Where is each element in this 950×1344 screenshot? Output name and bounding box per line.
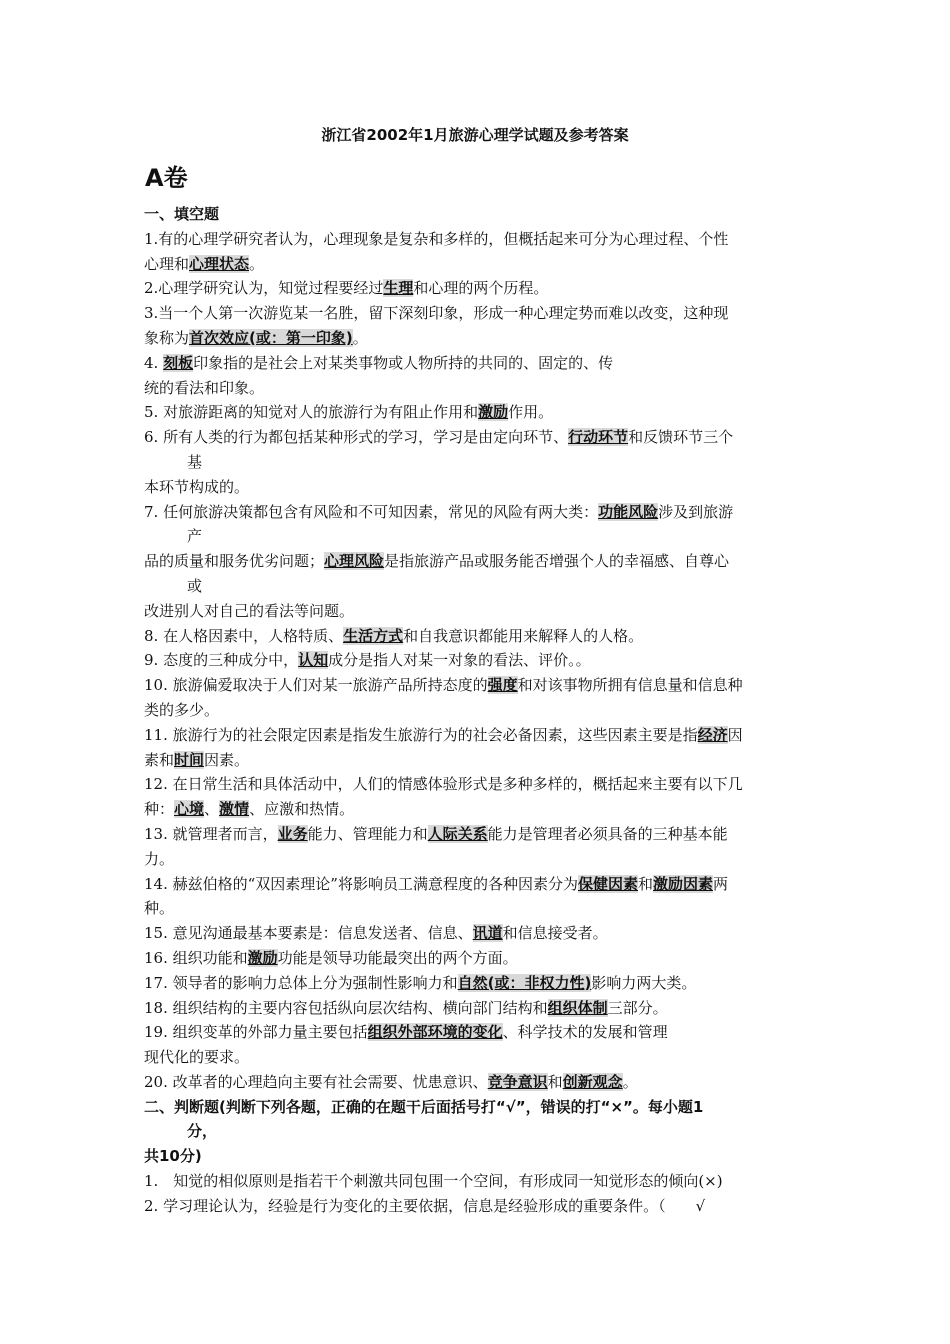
paper-label: A卷 — [145, 164, 188, 192]
text-segment: 统的看法和印象。 — [144, 378, 265, 397]
text-line — [144, 500, 808, 525]
text-line — [144, 1020, 808, 1045]
answer-text: 激励 — [478, 403, 509, 422]
text-line — [144, 549, 808, 574]
text-line — [144, 475, 808, 500]
text-line — [144, 524, 808, 549]
answer-text: 认知 — [298, 651, 329, 670]
text-segment: 17. 领导者的影响力总体上分为强制性影响力和 — [144, 973, 458, 992]
answer-text: 行动环节 — [568, 428, 629, 447]
text-line — [144, 574, 808, 599]
text-line — [144, 996, 808, 1021]
text-line — [144, 748, 808, 773]
text-segment: 能力、管理能力和 — [307, 824, 428, 843]
text-segment: 3.当一个人第一次游览某一名胜，留下深刻印象，形成一种心理定势而难以改变，这种现 — [144, 304, 729, 323]
text-segment: 20. 改革者的心理趋向主要有社会需要、忧患意识、 — [144, 1072, 488, 1091]
text-line — [144, 326, 808, 351]
answer-text: 生理 — [383, 279, 414, 298]
text-segment: 、应激和热情。 — [249, 800, 355, 819]
answer-text: 时间 — [174, 750, 205, 769]
text-segment: 18. 组织结构的主要内容包括纵向层次结构、横向部门结构和 — [144, 998, 548, 1017]
answer-text: 心境 — [174, 800, 205, 819]
text-segment: 心理和 — [144, 254, 190, 273]
section-heading-line — [144, 1119, 808, 1144]
text-segment: 因 — [727, 725, 743, 744]
text-line — [144, 1169, 808, 1194]
text-segment: 、科学技术的发展和管理 — [502, 1023, 668, 1042]
text-segment: 产 — [187, 527, 203, 546]
text-segment: 和对该事物所拥有信息量和信息种 — [517, 676, 743, 695]
text-segment: 和反馈环节三个 — [628, 428, 734, 447]
section-heading-line — [144, 202, 808, 227]
text-line — [144, 376, 808, 401]
answer-text: 功能风险 — [598, 502, 659, 521]
text-segment: 素和 — [144, 750, 175, 769]
text-line — [144, 896, 808, 921]
answer-text: 经济 — [697, 725, 728, 744]
text-segment: 是指旅游产品或服务能否增强个人的幸福感、自尊心 — [384, 552, 730, 571]
text-segment: 9. 态度的三种成分中， — [144, 651, 299, 670]
text-segment: 功能是领导功能最突出的两个方面。 — [277, 948, 518, 967]
text-segment: 能力是管理者必须具备的三种基本能 — [487, 824, 728, 843]
document-body — [144, 202, 808, 1219]
text-segment: 种。 — [144, 899, 175, 918]
text-line — [144, 797, 808, 822]
text-segment: 涉及到旅游 — [658, 502, 734, 521]
text-segment: 。 — [622, 1072, 638, 1091]
text-segment: 品的质量和服务优劣问题； — [144, 552, 325, 571]
text-line — [144, 301, 808, 326]
text-line — [144, 351, 808, 376]
text-line — [144, 698, 808, 723]
section-heading-line — [144, 1095, 808, 1120]
text-segment: 。 — [249, 254, 265, 273]
text-segment: 19. 组织变革的外部力量主要包括 — [144, 1023, 368, 1042]
text-segment: 和 — [547, 1072, 563, 1091]
text-line — [144, 921, 808, 946]
text-segment: 力。 — [144, 849, 175, 868]
text-segment: 共10分) — [144, 1147, 202, 1166]
text-segment: 和自我意识都能用来解释人的人格。 — [403, 626, 644, 645]
text-segment: 10. 旅游偏爱取决于人们对某一旅游产品所持态度的 — [144, 676, 488, 695]
text-line — [144, 599, 808, 624]
text-segment: 、 — [204, 800, 220, 819]
answer-text: 强度 — [487, 676, 518, 695]
answer-text: 竞争意识 — [487, 1072, 548, 1091]
text-line — [144, 1045, 808, 1070]
text-segment: 基 — [187, 452, 203, 471]
text-segment: 本环节构成的。 — [144, 477, 250, 496]
text-segment: 12. 在日常生活和具体活动中，人们的情感体验形式是多种多样的，概括起来主要有以下几 — [144, 775, 743, 794]
text-line — [144, 425, 808, 450]
text-segment: 16. 组织功能和 — [144, 948, 248, 967]
text-segment: 影响力两大类。 — [591, 973, 697, 992]
text-segment: 14. 赫兹伯格的“双因素理论”将影响员工满意程度的各种因素分为 — [144, 874, 578, 893]
text-segment: 2. 学习理论认为，经验是行为变化的主要依据，信息是经验形成的重要条件。（ √ — [144, 1196, 706, 1215]
text-line — [144, 723, 808, 748]
text-line — [144, 624, 808, 649]
answer-text: 组织体制 — [547, 998, 608, 1017]
text-line — [144, 872, 808, 897]
answer-text: 创新观念 — [562, 1072, 623, 1091]
text-segment: 作用。 — [508, 403, 554, 422]
text-segment: 15. 意见沟通最基本要素是：信息发送者、信息、 — [144, 924, 473, 943]
answer-text: 激励 — [247, 948, 278, 967]
text-segment: 种： — [144, 800, 175, 819]
section-heading-line — [144, 1144, 808, 1169]
text-segment: 因素。 — [204, 750, 250, 769]
text-line — [144, 252, 808, 277]
text-line — [144, 822, 808, 847]
text-segment: 改进别人对自己的看法等问题。 — [144, 601, 355, 620]
document-title: 浙江省2002年1月旅游心理学试题及参考答案 — [321, 126, 629, 144]
text-segment: 或 — [187, 576, 203, 595]
text-segment: 印象指的是社会上对某类事物或人物所持的共同的、固定的、传 — [193, 353, 614, 372]
text-segment: 11. 旅游行为的社会限定因素是指发生旅游行为的社会必备因素，这些因素主要是指 — [144, 725, 698, 744]
text-line — [144, 946, 808, 971]
answer-text: 生活方式 — [343, 626, 404, 645]
text-segment: 2.心理学研究认为，知觉过程要经过 — [144, 279, 384, 298]
answer-text: 激励因素 — [653, 874, 714, 893]
text-line — [144, 772, 808, 797]
answer-text: 组织外部环境的变化 — [367, 1023, 503, 1042]
text-segment: 现代化的要求。 — [144, 1048, 250, 1067]
text-segment: 和信息接受者。 — [502, 924, 608, 943]
answer-text: 激情 — [219, 800, 250, 819]
text-segment: 1. 知觉的相似原则是指若干个刺激共同包围一个空间，有形成同一知觉形态的倾向(×) — [144, 1172, 723, 1191]
answer-text: 刻板 — [163, 353, 194, 372]
answer-text: 讯道 — [472, 924, 503, 943]
text-segment: 象称为 — [144, 328, 190, 347]
text-segment: 7. 任何旅游决策都包含有风险和不可知因素，常见的风险有两大类： — [144, 502, 599, 521]
text-line — [144, 847, 808, 872]
text-segment: 三部分。 — [607, 998, 668, 1017]
text-segment: 和 — [637, 874, 653, 893]
text-segment: 两 — [713, 874, 729, 893]
text-segment: 类的多少。 — [144, 700, 220, 719]
text-line — [144, 227, 808, 252]
answer-text: 首次效应(或：第一印象) — [189, 328, 353, 347]
text-segment: 8. 在人格因素中，人格特质、 — [144, 626, 344, 645]
text-segment: 成分是指人对某一对象的看法、评价。。 — [328, 651, 591, 670]
text-line — [144, 400, 808, 425]
text-segment: 和心理的两个历程。 — [413, 279, 549, 298]
text-segment: 。 — [352, 328, 368, 347]
text-line — [144, 276, 808, 301]
text-line — [144, 648, 808, 673]
text-line — [144, 1194, 808, 1219]
text-segment: 13. 就管理者而言， — [144, 824, 278, 843]
answer-text: 心理状态 — [189, 254, 250, 273]
text-segment: 1.有的心理学研究者认为，心理现象是复杂和多样的，但概括起来可分为心理过程、个性 — [144, 229, 729, 248]
answer-text: 保健因素 — [577, 874, 638, 893]
text-segment: 4. — [144, 353, 164, 372]
text-segment: 5. 对旅游距离的知觉对人的旅游行为有阻止作用和 — [144, 403, 479, 422]
text-line — [144, 1070, 808, 1095]
text-line — [144, 673, 808, 698]
answer-text: 心理风险 — [324, 552, 385, 571]
text-line — [144, 971, 808, 996]
answer-text: 自然(或：非权力性) — [457, 973, 592, 992]
text-segment: 二、判断题(判断下列各题，正确的在题干后面括号打“√”，错误的打“×”。每小题1 — [144, 1097, 704, 1116]
answer-text: 人际关系 — [427, 824, 488, 843]
text-segment: 6. 所有人类的行为都包括某种形式的学习，学习是由定向环节、 — [144, 428, 569, 447]
text-segment: 分， — [187, 1122, 218, 1141]
answer-text: 业务 — [277, 824, 308, 843]
text-line — [144, 450, 808, 475]
text-segment: 一、填空题 — [144, 205, 220, 223]
